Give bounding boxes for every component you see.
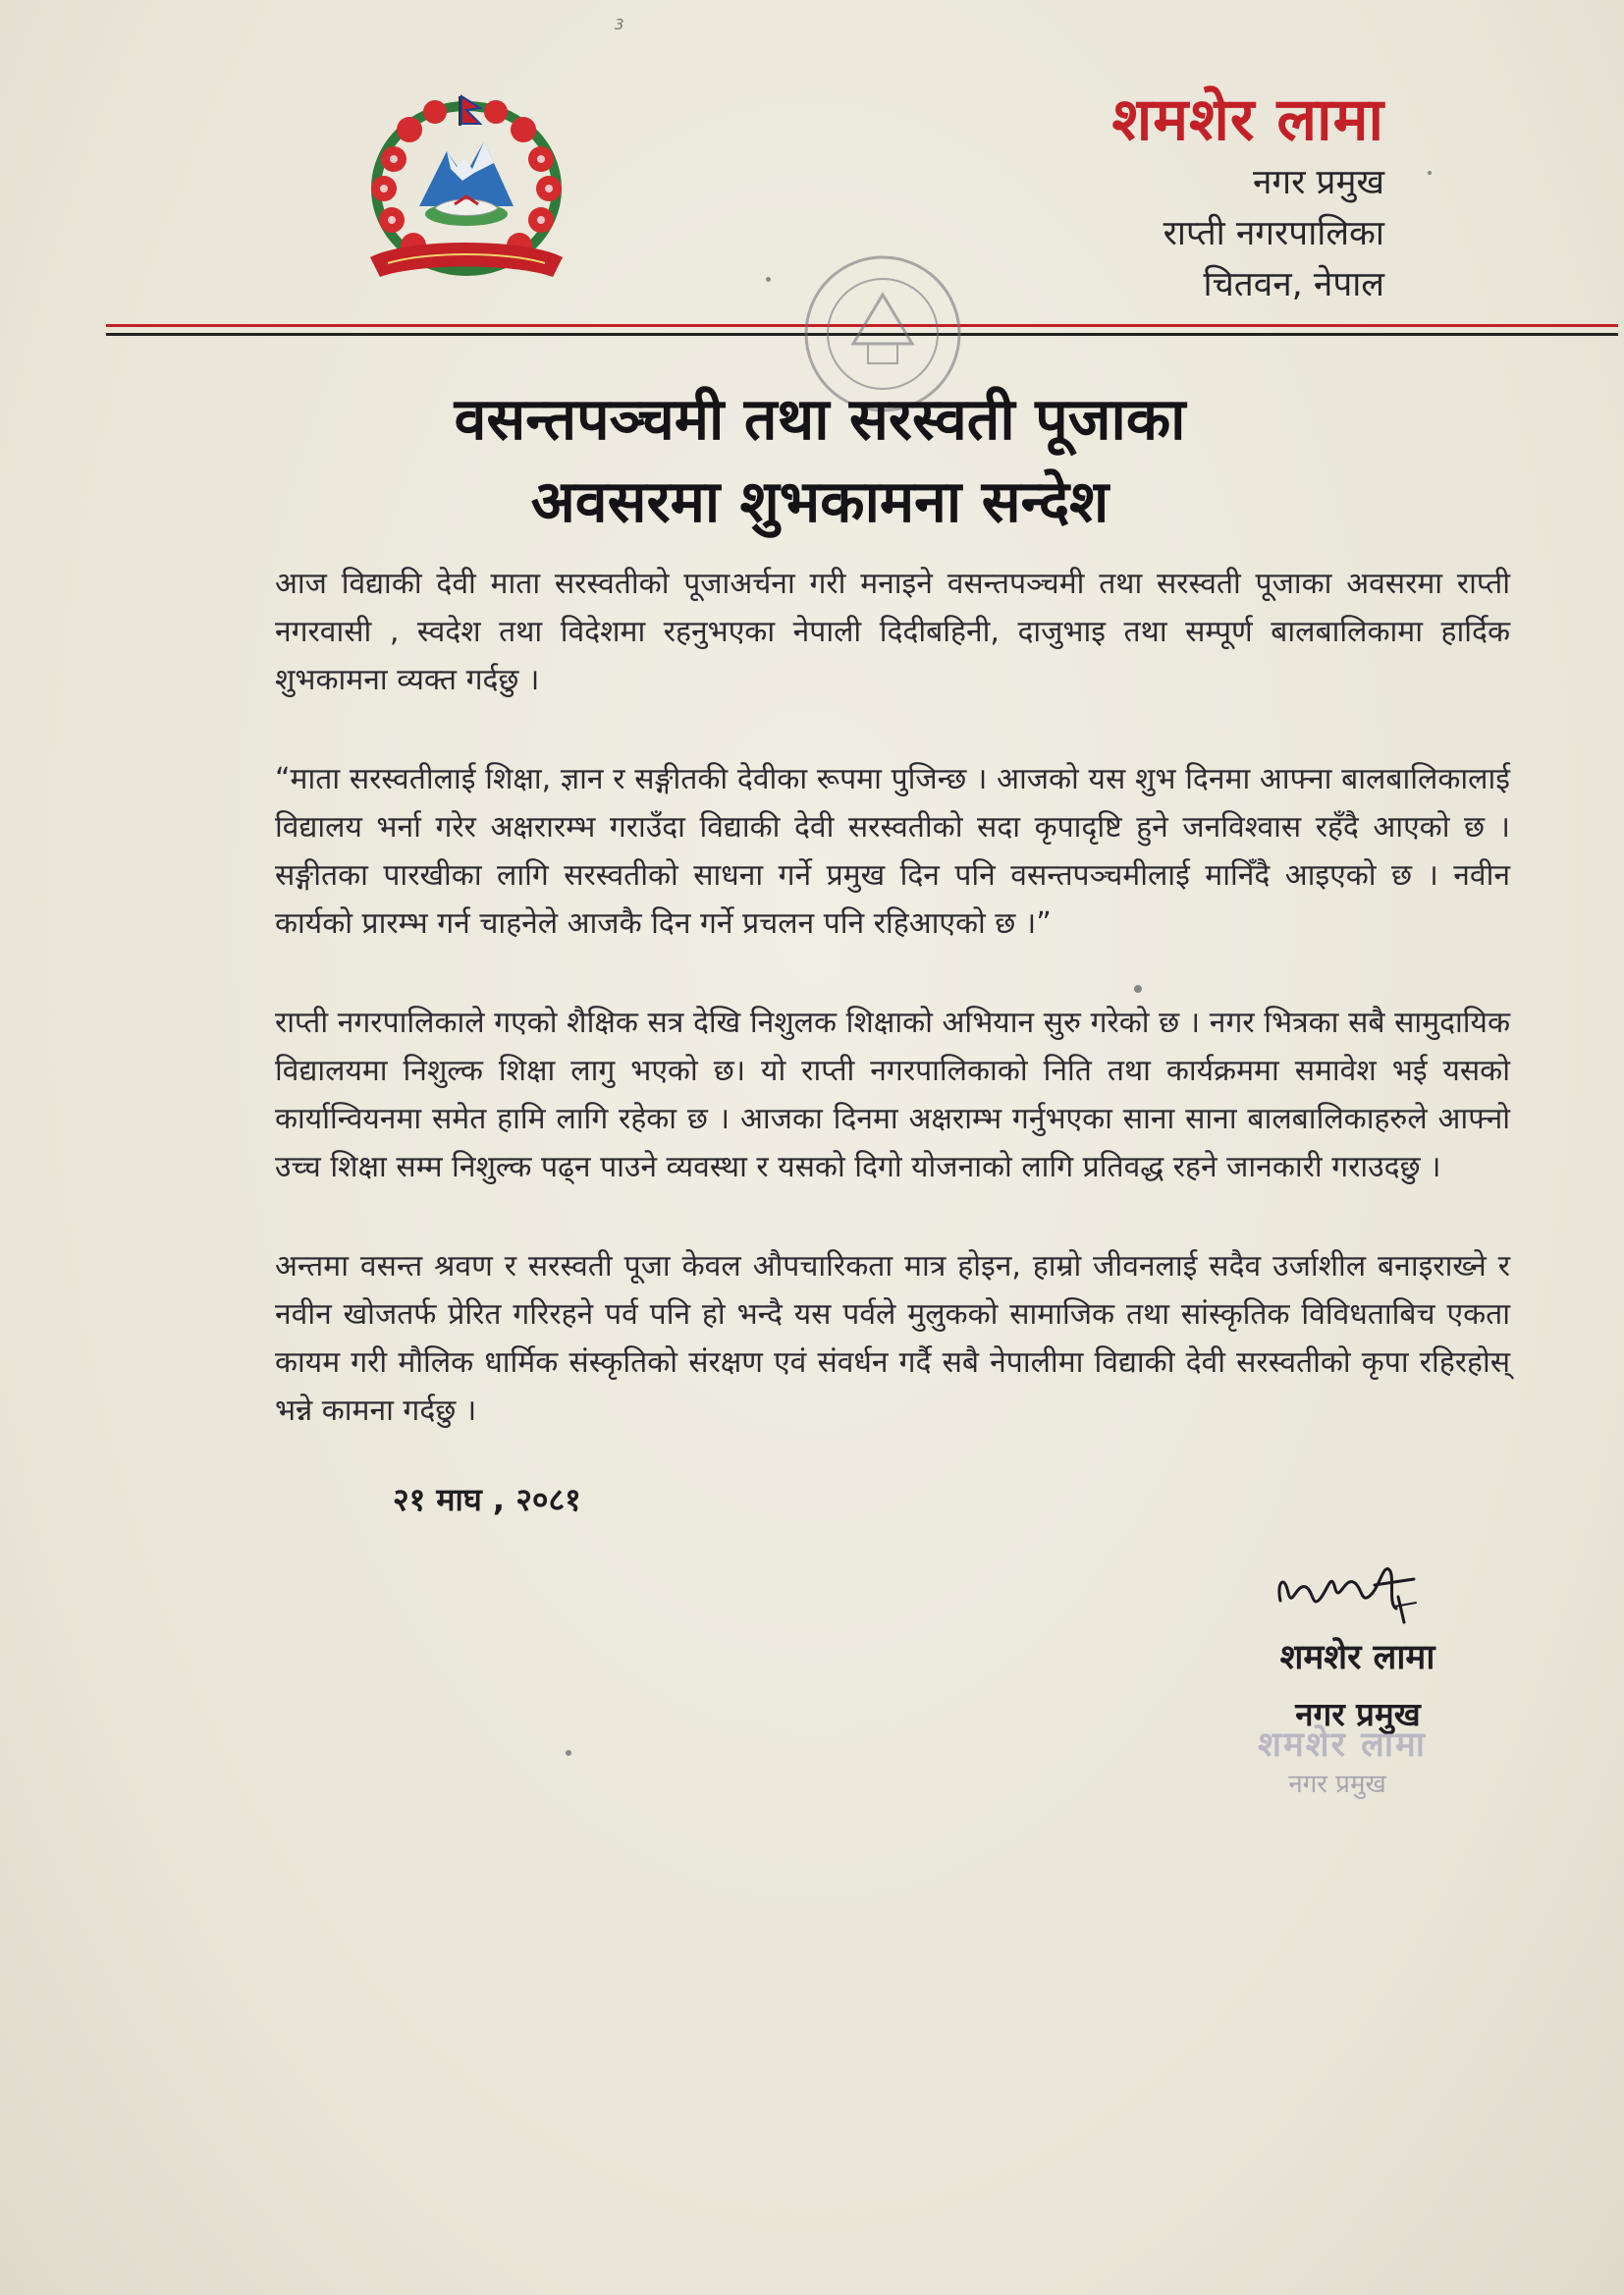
letter-body <box>275 560 1510 1486</box>
letter-title <box>255 378 1384 543</box>
name-stamp-name: शमशेर लामा <box>1258 1725 1427 1765</box>
location: चितवन, नेपाल <box>1203 265 1384 304</box>
page-number: 3 <box>615 16 624 33</box>
paragraph-4: अन्तमा वसन्त श्रवण र सरस्वती पूजा केवल औपचारिकता मात्र होइन, हाम्रो जीवनलाई सदैव उर्जाशील बनाइराख्ने र नवीन खोजतर्फ प्रेरित गरिरहने पर्व पनि हो भन्दै यस पर्वले मुलुकको सामाजिक तथा सांस्कृतिक विविधताबिच एकता कायम गरी मौलिक धार्मिक संस्कृतिको संरक्षण एवं संवर्धन गर्दै सबै नेपालीमा विद्याकी देवी सरस्वतीको कृपा रहिरहोस् भन्ने कामना गर्दछु । <box>275 1249 1510 1428</box>
paper-speck <box>1428 171 1432 175</box>
title-line-1: वसन्तपञ्चमी तथा सरस्वती पूजाका <box>454 385 1186 453</box>
handwritten-signature <box>1267 1554 1463 1632</box>
paper-speck <box>766 277 771 282</box>
paragraph-2: “माता सरस्वतीलाई शिक्षा, ज्ञान र सङ्गीतकी देवीका रूपमा पुजिन्छ । आजको यस शुभ दिनमा आफ्ना बालबालिकालाई विद्यालय भर्ना गरेर अक्षरारम्भ गराउँदा विद्याकी देवी सरस्वतीको सदा कृपादृष्टि हुने जनविश्वास रहँदै आएको छ । सङ्गीतका पारखीका लागि सरस्वतीको साधना गर्ने प्रमुख दिन पनि वसन्तपञ्चमीलाई मानिँदै आइएको छ । नवीन कार्यको प्रारम्भ गर्न चाहनेले आजकै दिन गर्ने प्रचलन पनि रहिआएको छ ।” <box>275 762 1510 941</box>
title-line-2: अवसरमा शुभकामना सन्देश <box>530 467 1110 535</box>
mayor-name: शमशेर लामा <box>1111 85 1384 154</box>
name-stamp-designation: नगर प्रमुख <box>1288 1770 1386 1799</box>
paper-speck <box>566 1750 571 1756</box>
signatory-name: शमशेर लामा <box>1279 1638 1435 1677</box>
paragraph-3: राप्ती नगरपालिकाले गएको शैक्षिक सत्र देखि निशुलक शिक्षाको अभियान सुरु गरेको छ । नगर भित्रका सबै सामुदायिक विद्यालयमा निशुल्क शिक्षा लागु भएको छ। यो राप्ती नगरपालिकाको निति तथा कार्यक्रममा समावेश भई यसको कार्यान्वियनमा समेत हामि लागि रहेका छ । आजका दिनमा अक्षराम्भ गर्नुभएका साना साना बालबालिकाहरुले आफ्नो उच्च शिक्षा सम्म निशुल्क पढ्न पाउने व्यवस्था र यसको दिगो योजनाको लागि प्रतिवद्ध रहने जानकारी गराउदछु । <box>275 1006 1510 1184</box>
paper-speck <box>1134 985 1142 993</box>
letter-date: २१ माघ , २०८१ <box>393 1481 581 1518</box>
office-name: राप्ती नगरपालिका <box>1163 214 1384 253</box>
signatory-designation: नगर प्रमुख <box>1295 1695 1421 1733</box>
designation: नगर प्रमुख <box>1252 163 1384 202</box>
paragraph-1: आज विद्याकी देवी माता सरस्वतीको पूजाअर्चना गरी मनाइने वसन्तपञ्चमी तथा सरस्वती पूजाका अवसरमा राप्ती नगरवासी , स्वदेश तथा विदेशमा रहनुभएका नेपाली दिदीबहिनी, दाजुभाइ तथा सम्पूर्ण बालबालिकामा हार्दिक शुभकामना व्यक्त गर्दछु । <box>275 567 1510 697</box>
nepal-coat-of-arms-icon <box>349 90 584 292</box>
